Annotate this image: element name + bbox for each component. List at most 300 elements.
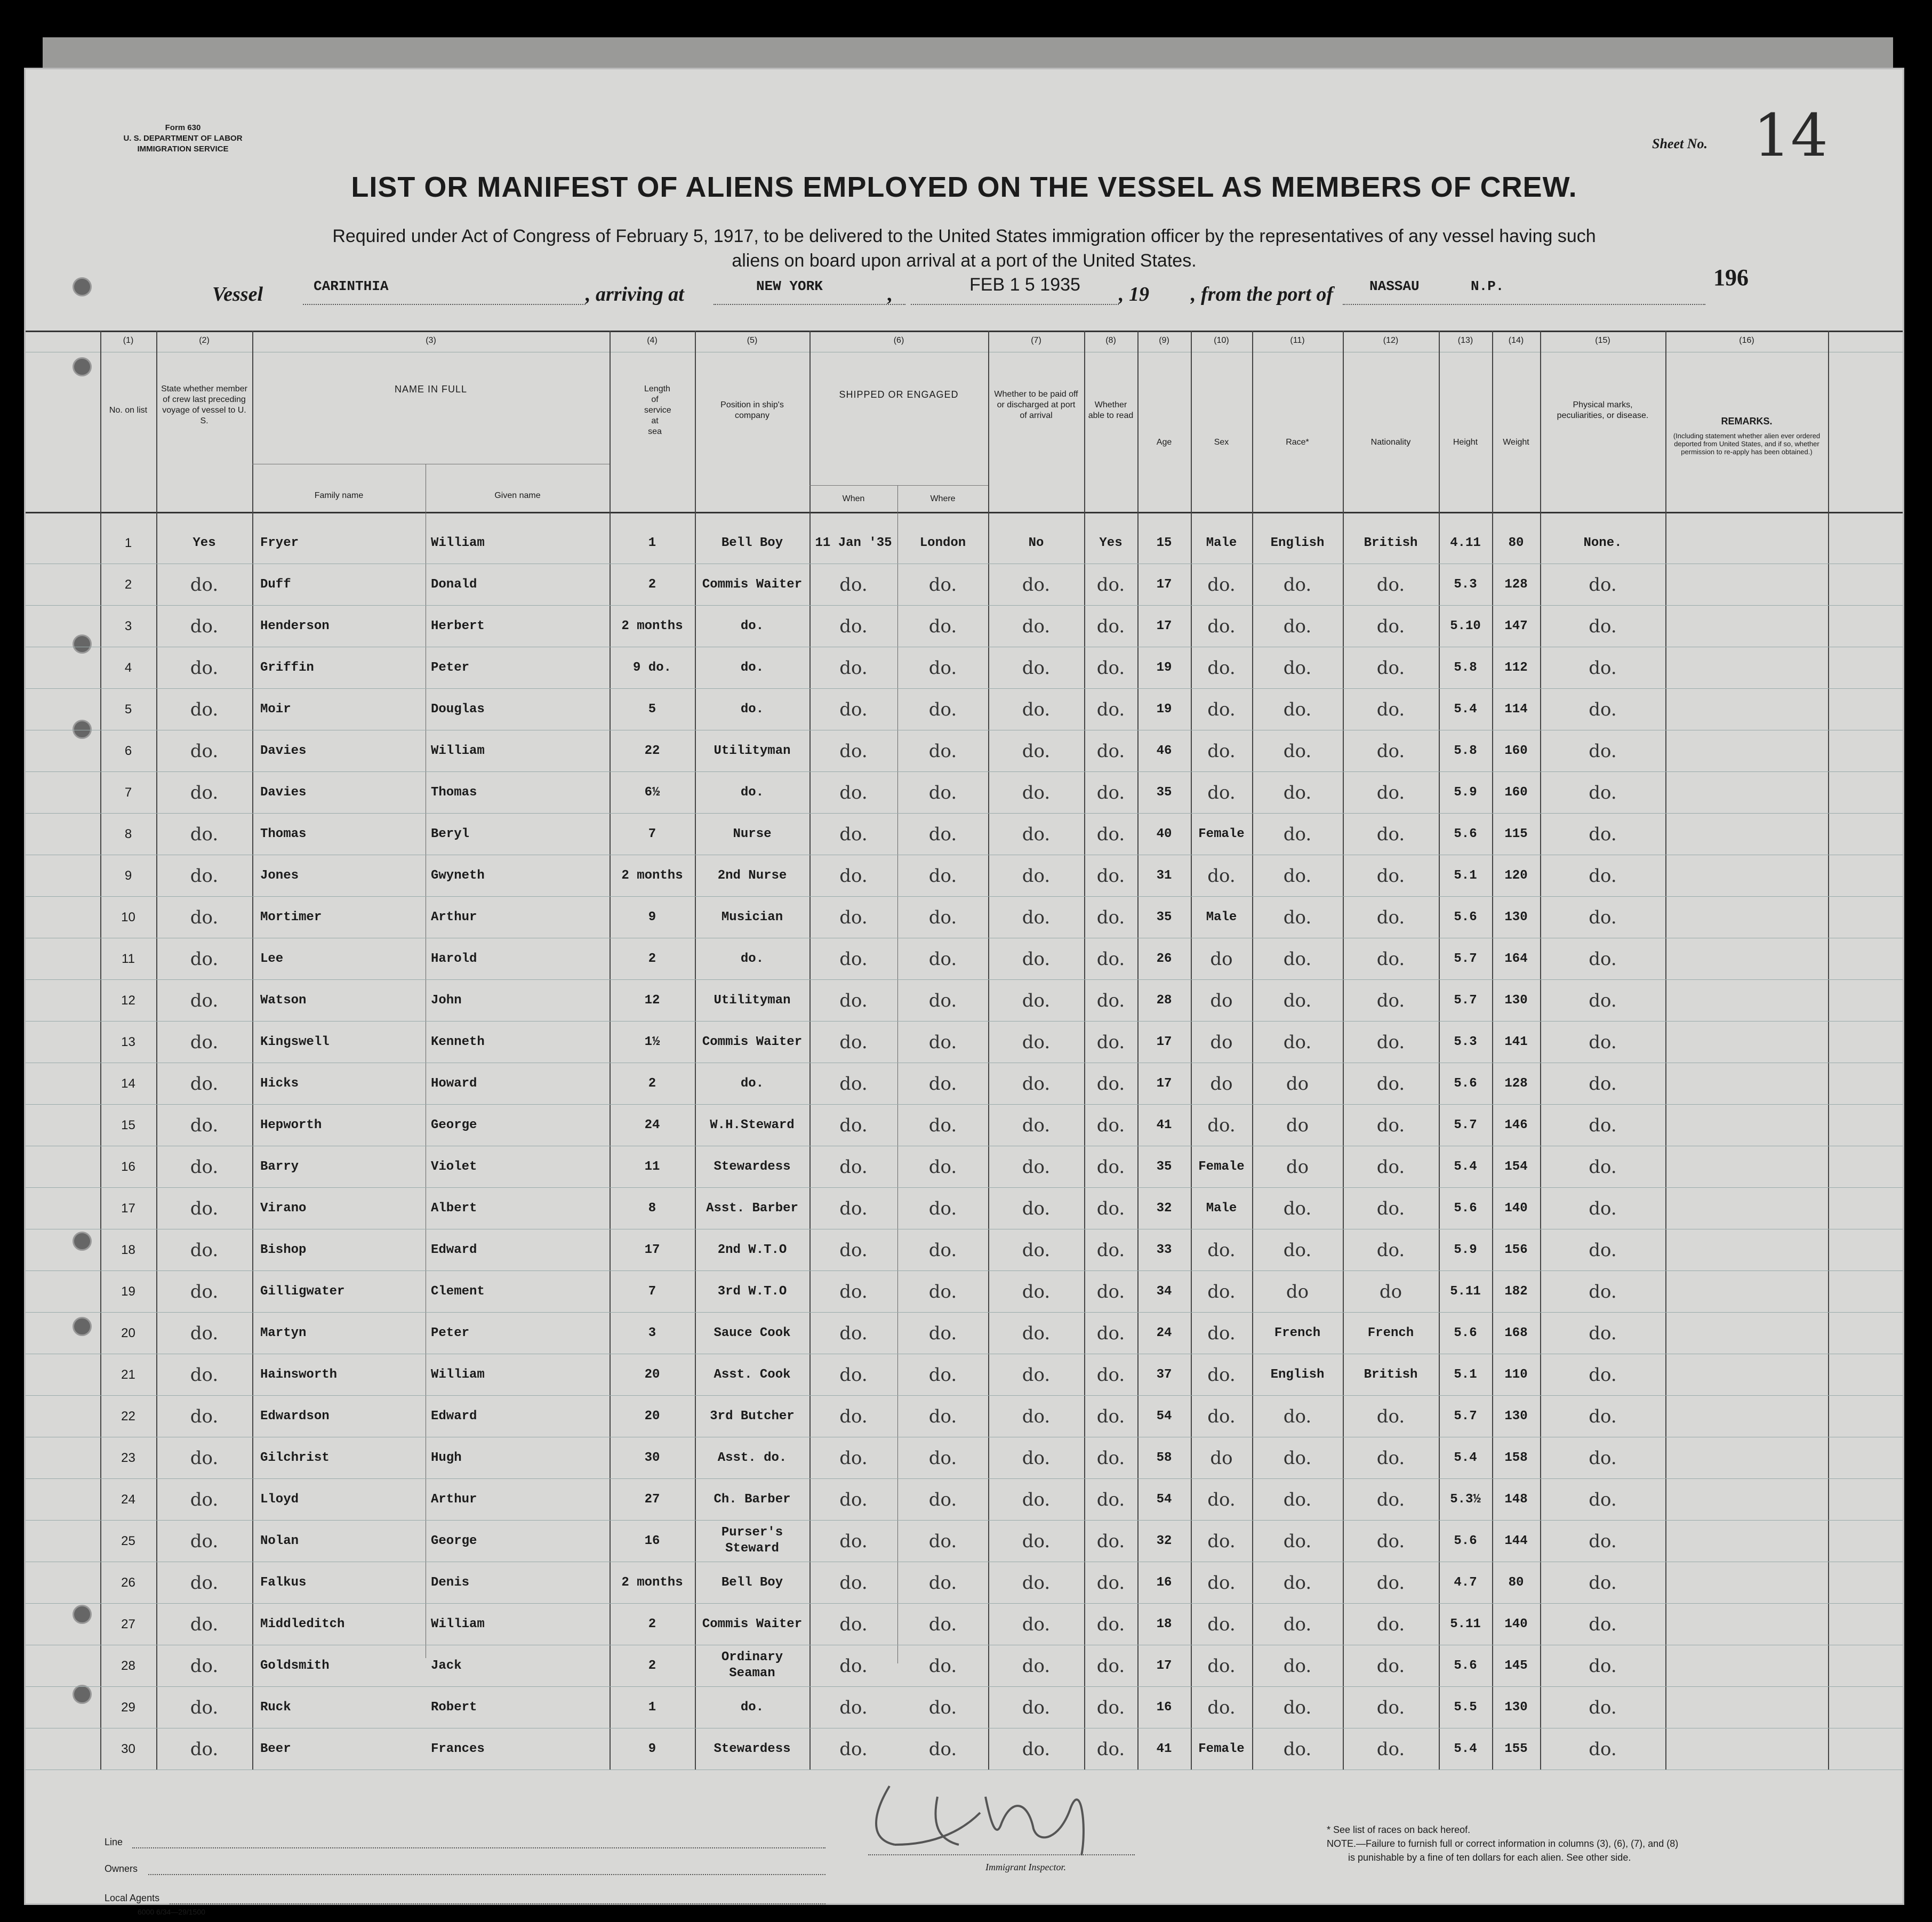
cell-height: 4.7 [1454, 1575, 1477, 1590]
cell-race: do. [1283, 1531, 1312, 1552]
cell-nat: do. [1376, 948, 1405, 970]
cell-race: do [1286, 1115, 1309, 1136]
cell-race: do. [1283, 1198, 1312, 1219]
cell-height: 5.4 [1454, 702, 1477, 717]
cell-nat: do [1379, 1281, 1402, 1302]
cell-sex: do. [1207, 1323, 1236, 1344]
cell-position: do. [740, 1076, 764, 1091]
cell-weight: 158 [1504, 1451, 1528, 1465]
cell-read: do. [1096, 1115, 1125, 1136]
table-row [26, 980, 1903, 1022]
table-row [26, 647, 1903, 689]
cell-paid: do. [1022, 1614, 1051, 1635]
cell-crew: do. [190, 1572, 219, 1594]
cell-where: do. [928, 990, 957, 1011]
service: IMMIGRATION SERVICE [137, 144, 229, 154]
cell-race: do. [1283, 616, 1312, 637]
cell-sex: do. [1207, 657, 1236, 679]
cell-family: Watson [260, 993, 307, 1008]
cell-weight: 155 [1504, 1742, 1528, 1756]
cell-sex: Male [1206, 1201, 1237, 1216]
cell-nat: do. [1376, 1697, 1405, 1718]
cell-age: 17 [1156, 577, 1172, 592]
cell-given: Harold [431, 952, 477, 966]
header-name-in-full: NAME IN FULL [394, 384, 468, 395]
cell-race: do [1286, 1281, 1309, 1302]
cell-sex: Female [1198, 1742, 1245, 1756]
cell-family: Davies [260, 785, 307, 800]
cell-length: 2 months [621, 1575, 683, 1590]
subtitle [202, 224, 1727, 273]
cell-paid: do. [1022, 1531, 1051, 1552]
colnum-2: (2) [199, 336, 210, 345]
cell-family: Mortimer [260, 910, 322, 924]
cell-length: 27 [644, 1492, 660, 1507]
cell-position: 3rd Butcher [710, 1409, 795, 1424]
cell-paid: do. [1022, 907, 1051, 928]
line-label: Line [105, 1837, 123, 1847]
cell-paid: do. [1022, 990, 1051, 1011]
cell-position: Ordinary Seaman [721, 1650, 783, 1680]
table-row [26, 814, 1903, 855]
from-port: NASSAU [1369, 278, 1420, 294]
cell-length: 11 [644, 1160, 660, 1174]
cell-length: 6½ [644, 785, 660, 800]
cell-length: 2 [648, 1076, 656, 1091]
cell-where: do. [928, 616, 957, 637]
from-port-suffix: N.P. [1471, 278, 1504, 294]
cell-sex: do. [1207, 1406, 1236, 1427]
cell-race: do. [1283, 1655, 1312, 1677]
print-code: 6000 6/34—29/1500 [138, 1908, 205, 1916]
cell-family: Davies [260, 744, 307, 758]
cell-where: do. [928, 574, 957, 596]
cell-given: Gwyneth [431, 868, 485, 883]
cell-race: do. [1283, 1032, 1312, 1053]
manifest-table [26, 331, 1903, 1770]
colnum-12: (12) [1383, 336, 1399, 345]
cell-no: 14 [121, 1076, 135, 1091]
cell-family: Goldsmith [260, 1659, 330, 1673]
cell-race: do [1286, 1073, 1309, 1095]
cell-length: 12 [644, 993, 660, 1008]
cell-no: 20 [121, 1326, 135, 1340]
cell-height: 5.6 [1454, 1326, 1477, 1340]
cell-where: do. [928, 1115, 957, 1136]
cell-given: Hugh [431, 1451, 462, 1465]
cell-paid: do. [1022, 1697, 1051, 1718]
cell-age: 15 [1156, 536, 1172, 550]
cell-age: 58 [1156, 1451, 1172, 1465]
cell-paid: do. [1022, 699, 1051, 720]
cell-race: English [1270, 1368, 1325, 1382]
cell-position: Ch. Barber [714, 1492, 791, 1507]
cell-given: Beryl [431, 827, 470, 841]
cell-family: Duff [260, 577, 291, 592]
cell-where: do. [928, 1240, 957, 1261]
cell-length: 24 [644, 1118, 660, 1132]
cell-given: Edward [431, 1243, 477, 1257]
cell-when: do. [839, 657, 868, 679]
cell-when: do. [839, 1281, 868, 1302]
colnum-16: (16) [1739, 336, 1754, 345]
cell-where: do. [928, 824, 957, 845]
cell-no: 7 [124, 785, 132, 800]
cell-when: do. [839, 990, 868, 1011]
cell-no: 22 [121, 1409, 135, 1424]
cell-nat: French [1367, 1326, 1414, 1340]
cell-physical: do. [1589, 1447, 1617, 1469]
cell-no: 4 [124, 661, 132, 675]
cell-read: do. [1096, 1323, 1125, 1344]
cell-no: 15 [121, 1118, 135, 1132]
cell-no: 27 [121, 1617, 135, 1631]
colnum-7: (7) [1031, 336, 1041, 345]
table-row [26, 1687, 1903, 1728]
cell-paid: do. [1022, 865, 1051, 887]
cell-length: 1 [648, 1700, 656, 1715]
cell-race: do. [1283, 1406, 1312, 1427]
form-number: Form 630 [165, 123, 201, 132]
cell-crew: do. [190, 1531, 219, 1552]
cell-weight: 146 [1504, 1118, 1528, 1132]
cell-nat: do. [1376, 1406, 1405, 1427]
cell-family: Edwardson [260, 1409, 330, 1424]
cell-no: 21 [121, 1368, 135, 1382]
table-row [26, 1146, 1903, 1188]
cell-age: 17 [1156, 619, 1172, 633]
cell-given: William [431, 1617, 485, 1631]
cell-given: William [431, 536, 485, 550]
cell-weight: 130 [1504, 1409, 1528, 1424]
cell-weight: 156 [1504, 1243, 1528, 1257]
cell-age: 17 [1156, 1035, 1172, 1049]
cell-nat: do. [1376, 865, 1405, 887]
cell-nat: do. [1376, 1447, 1405, 1469]
sheet-edge [43, 37, 1893, 69]
cell-where: do. [928, 741, 957, 762]
table-row [26, 1562, 1903, 1604]
table-row [26, 1479, 1903, 1521]
cell-weight: 80 [1508, 536, 1524, 550]
cell-when: do. [839, 782, 868, 803]
table-row [26, 522, 1903, 564]
cell-when: do. [839, 1739, 868, 1760]
cell-read: do. [1096, 657, 1125, 679]
cell-weight: 140 [1504, 1201, 1528, 1216]
cell-read: do. [1096, 1655, 1125, 1677]
cell-no: 17 [121, 1201, 135, 1216]
header-length-service: Length of service at sea [644, 384, 671, 436]
cell-crew: do. [190, 1115, 219, 1136]
cell-position: Utilityman [714, 993, 791, 1008]
cell-height: 5.6 [1454, 1076, 1477, 1091]
cell-weight: 120 [1504, 868, 1528, 883]
table-row [26, 772, 1903, 814]
cell-paid: do. [1022, 1489, 1051, 1510]
cell-paid: do. [1022, 1406, 1051, 1427]
cell-age: 16 [1156, 1575, 1172, 1590]
cell-position: Asst. Cook [714, 1368, 791, 1382]
cell-physical: do. [1589, 990, 1617, 1011]
header-physical: Physical marks, peculiarities, or disease. [1557, 400, 1649, 420]
cell-age: 41 [1156, 1118, 1172, 1132]
cell-sex: do. [1207, 1364, 1236, 1386]
cell-given: Clement [431, 1284, 485, 1299]
cell-physical: do. [1589, 1489, 1617, 1510]
cell-when: do. [839, 741, 868, 762]
cell-nat: do. [1376, 657, 1405, 679]
cell-read: do. [1096, 865, 1125, 887]
cell-physical: do. [1589, 1739, 1617, 1760]
cell-given: Kenneth [431, 1035, 485, 1049]
cell-given: Peter [431, 661, 470, 675]
cell-read: do. [1096, 1156, 1125, 1178]
cell-read: do. [1096, 1364, 1125, 1386]
cell-race: do. [1283, 824, 1312, 845]
cell-position: Utilityman [714, 744, 791, 758]
cell-when: do. [839, 824, 868, 845]
table-row [26, 855, 1903, 897]
cell-read: do. [1096, 1281, 1125, 1302]
shipped-split-rule [809, 485, 988, 486]
table-row [26, 1728, 1903, 1770]
fine-note-line-1: NOTE.—Failure to furnish full or correct information in columns (3), (6), (7), and (8) [1327, 1838, 1679, 1849]
cell-race: do. [1283, 1447, 1312, 1469]
cell-nat: do. [1376, 907, 1405, 928]
cell-length: 17 [644, 1243, 660, 1257]
cell-age: 17 [1156, 1659, 1172, 1673]
cell-race: do. [1283, 907, 1312, 928]
cell-nat: do. [1376, 699, 1405, 720]
cell-age: 46 [1156, 744, 1172, 758]
cell-where: do. [928, 1073, 957, 1095]
cell-no: 10 [121, 910, 135, 924]
cell-read: do. [1096, 1572, 1125, 1594]
cell-height: 5.3 [1454, 577, 1477, 592]
cell-given: Albert [431, 1201, 477, 1216]
cell-race: do. [1283, 1572, 1312, 1594]
cell-crew: do. [190, 1739, 219, 1760]
cell-nat: do. [1376, 1572, 1405, 1594]
cell-no: 12 [121, 993, 135, 1008]
table-row [26, 689, 1903, 730]
cell-sex: do. [1207, 1697, 1236, 1718]
cell-paid: do. [1022, 1198, 1051, 1219]
cell-age: 35 [1156, 1160, 1172, 1174]
cell-age: 32 [1156, 1201, 1172, 1216]
cell-nat: do. [1376, 782, 1405, 803]
cell-where: do. [928, 782, 957, 803]
cell-height: 5.4 [1454, 1742, 1477, 1756]
cell-height: 5.6 [1454, 1534, 1477, 1548]
cell-where: do. [928, 1364, 957, 1386]
cell-when: do. [839, 907, 868, 928]
cell-family: Lee [260, 952, 284, 966]
cell-when: do. [839, 1697, 868, 1718]
cell-paid: do. [1022, 824, 1051, 845]
cell-family: Gilligwater [260, 1284, 345, 1299]
cell-nat: do. [1376, 616, 1405, 637]
table-row [26, 1645, 1903, 1687]
cell-age: 34 [1156, 1284, 1172, 1299]
cell-paid: do. [1022, 574, 1051, 596]
cell-family: Henderson [260, 619, 330, 633]
table-row [26, 1188, 1903, 1229]
cell-length: 20 [644, 1368, 660, 1382]
cell-where: do. [928, 657, 957, 679]
cell-position: 2nd W.T.O [717, 1243, 787, 1257]
cell-crew: do. [190, 865, 219, 887]
cell-given: George [431, 1534, 477, 1548]
cell-length: 1 [648, 536, 656, 550]
cell-weight: 112 [1504, 661, 1528, 675]
cell-race: do. [1283, 741, 1312, 762]
cell-family: Hepworth [260, 1118, 322, 1132]
cell-height: 5.9 [1454, 1243, 1477, 1257]
cell-read: do. [1096, 824, 1125, 845]
cell-nat: do. [1376, 1073, 1405, 1095]
cell-position: Bell Boy [721, 1575, 783, 1590]
colnum-9: (9) [1159, 336, 1169, 345]
cell-paid: do. [1022, 657, 1051, 679]
cell-read: do. [1096, 1489, 1125, 1510]
cell-when: do. [839, 1323, 868, 1344]
cell-sex: do. [1207, 1489, 1236, 1510]
cell-family: Middleditch [260, 1617, 345, 1631]
cell-crew: do. [190, 990, 219, 1011]
cell-where: do. [928, 1739, 957, 1760]
cell-paid: do. [1022, 1323, 1051, 1344]
header-family-name: Family name [314, 491, 364, 500]
races-note: * See list of races on back hereof. [1327, 1824, 1471, 1835]
cell-physical: do. [1589, 782, 1617, 803]
cell-paid: do. [1022, 1073, 1051, 1095]
cell-nat: do. [1376, 1032, 1405, 1053]
cell-weight: 128 [1504, 577, 1528, 592]
cell-crew: do. [190, 1240, 219, 1261]
cell-paid: do. [1022, 1655, 1051, 1677]
cell-family: Hicks [260, 1076, 299, 1091]
cell-height: 5.7 [1454, 952, 1477, 966]
cell-physical: do. [1589, 948, 1617, 970]
cell-sex: do. [1207, 574, 1236, 596]
cell-nat: do. [1376, 824, 1405, 845]
cell-no: 8 [124, 827, 132, 841]
cell-family: Thomas [260, 827, 307, 841]
colnum-15: (15) [1595, 336, 1610, 345]
cell-when: do. [839, 865, 868, 887]
cell-race: do. [1283, 574, 1312, 596]
cell-position: Nurse [733, 827, 772, 841]
cell-position: Bell Boy [721, 536, 783, 550]
cell-physical: do. [1589, 1198, 1617, 1219]
cell-physical: do. [1589, 1156, 1617, 1178]
cell-position: Commis Waiter [702, 1035, 803, 1049]
cell-nat: do. [1376, 1489, 1405, 1510]
cell-crew: do. [190, 1364, 219, 1386]
cell-given: Arthur [431, 910, 477, 924]
cell-family: Ruck [260, 1700, 291, 1715]
cell-sex: do. [1207, 1281, 1236, 1302]
cell-family: Falkus [260, 1575, 307, 1590]
cell-race: do. [1283, 782, 1312, 803]
cell-when: do. [839, 1447, 868, 1469]
cell-read: do. [1096, 1739, 1125, 1760]
cell-length: 2 months [621, 868, 683, 883]
cell-race: do. [1283, 990, 1312, 1011]
cell-when: do. [839, 1115, 868, 1136]
header-shipped-engaged: SHIPPED OR ENGAGED [839, 389, 959, 400]
colnum-5: (5) [747, 336, 758, 345]
cell-age: 16 [1156, 1700, 1172, 1715]
arriving-label: , arriving at [586, 283, 684, 305]
cell-crew: do. [190, 1447, 219, 1469]
cell-height: 5.3 [1454, 1035, 1477, 1049]
cell-no: 1 [124, 536, 132, 550]
cell-when: do. [839, 1364, 868, 1386]
cell-crew: do. [190, 574, 219, 596]
cell-weight: 110 [1504, 1368, 1528, 1382]
cell-age: 41 [1156, 1742, 1172, 1756]
cell-position: do. [740, 785, 764, 800]
cell-weight: 130 [1504, 993, 1528, 1008]
cell-no: 18 [121, 1243, 135, 1257]
vessel-label: Vessel [212, 283, 263, 305]
cell-where: do. [928, 1697, 957, 1718]
cell-crew: Yes [193, 536, 216, 550]
vessel-name: CARINTHIA [314, 278, 389, 294]
cell-race: do. [1283, 1489, 1312, 1510]
cell-nat: do. [1376, 1739, 1405, 1760]
line-field [132, 1847, 825, 1848]
cell-age: 24 [1156, 1326, 1172, 1340]
table-row [26, 730, 1903, 772]
cell-read: do. [1096, 907, 1125, 928]
cell-weight: 140 [1504, 1617, 1528, 1631]
cell-position: do. [740, 702, 764, 717]
cell-length: 7 [648, 827, 656, 841]
header-able-read: Whether able to read [1088, 400, 1134, 420]
cell-crew: do. [190, 1281, 219, 1302]
cell-no: 25 [121, 1534, 135, 1548]
header-bottom-rule [26, 512, 1903, 513]
form-header [95, 123, 271, 155]
table-row [26, 897, 1903, 938]
cell-race: English [1270, 536, 1325, 550]
subtitle-line-2: aliens on board upon arrival at a port of the United States. [732, 251, 1197, 271]
cell-paid: do. [1022, 616, 1051, 637]
cell-nat: do. [1376, 1240, 1405, 1261]
cell-race: do. [1283, 1614, 1312, 1635]
cell-height: 5.1 [1454, 868, 1477, 883]
cell-where: do. [928, 1323, 957, 1344]
cell-no: 16 [121, 1160, 135, 1174]
cell-family: Kingswell [260, 1035, 330, 1049]
cell-weight: 130 [1504, 1700, 1528, 1715]
cell-age: 32 [1156, 1534, 1172, 1548]
header-when: When [842, 494, 865, 503]
department: U. S. DEPARTMENT OF LABOR [123, 134, 243, 143]
cell-position: Commis Waiter [702, 577, 803, 592]
cell-family: Gilchrist [260, 1451, 330, 1465]
cell-sex: Female [1198, 1160, 1245, 1174]
cell-crew: do. [190, 699, 219, 720]
cell-age: 28 [1156, 993, 1172, 1008]
from-line [1343, 304, 1705, 305]
cell-position: Stewardess [714, 1160, 791, 1174]
cell-physical: do. [1589, 1032, 1617, 1053]
